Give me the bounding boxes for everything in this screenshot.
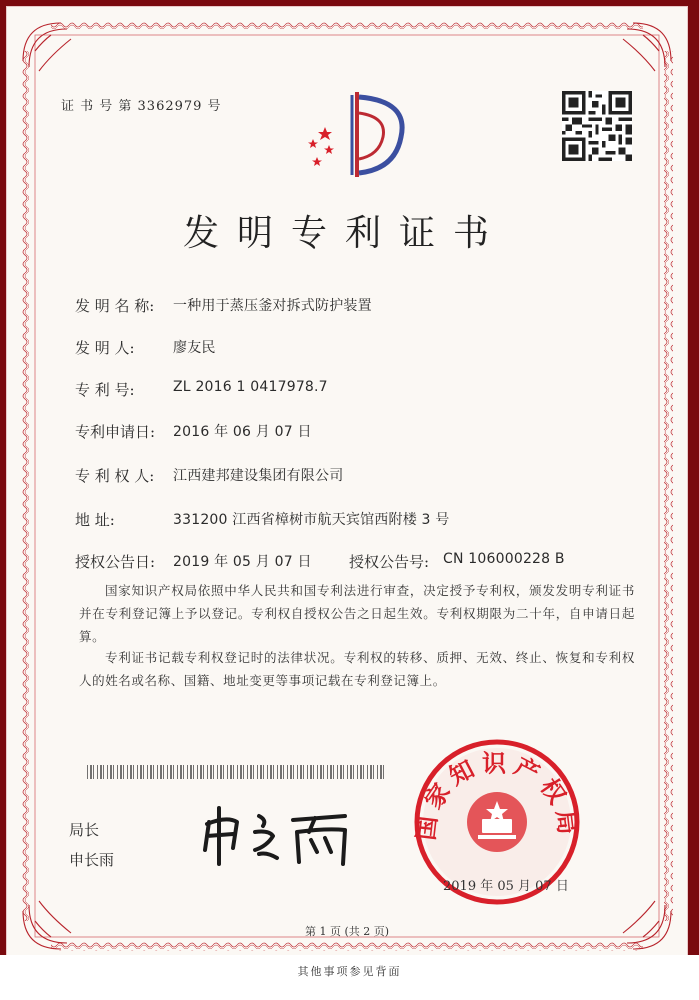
filing-date-value: 2016 年 06 月 07 日 <box>173 424 312 440</box>
signer-title: 局长 <box>69 821 100 839</box>
svg-text:国家知识产权局: 国家知识产权局 <box>412 749 582 842</box>
bottom-strip <box>0 955 699 1000</box>
invention-name-label: 发 明 名 称: <box>75 297 155 315</box>
inventor-value: 廖友民 <box>173 340 216 356</box>
certificate-title: 发明专利证书 <box>183 213 508 254</box>
patentee-label: 专 利 权 人: <box>75 467 155 485</box>
signer-name: 申长雨 <box>69 851 115 869</box>
certificate-page <box>6 6 688 966</box>
certificate-number: 证 书 号 第 3362979 号 <box>61 99 222 114</box>
barcode <box>87 765 387 779</box>
grant-number-label: 授权公告号: <box>349 553 430 571</box>
grant-number-value: CN 106000228 B <box>443 551 565 567</box>
inventor-label: 发 明 人: <box>75 339 135 357</box>
patent-number-value: ZL 2016 1 0417978.7 <box>173 379 328 395</box>
seal-date: 2019 年 05 月 07 日 <box>443 879 569 894</box>
grant-date-label: 授权公告日: <box>75 553 156 571</box>
page-indicator: 第 1 页 (共 2 页) <box>304 925 390 938</box>
cnipa-logo-icon <box>297 87 417 182</box>
bottom-note: 其他事项参见背面 <box>297 965 402 978</box>
signature <box>197 802 367 872</box>
invention-name-value: 一种用于蒸压釜对拆式防护装置 <box>173 298 372 314</box>
address-label: 地 址: <box>75 511 115 529</box>
legal-status-paragraph: 专利证书记载专利权登记时的法律状况。专利权的转移、质押、无效、终止、恢复和专利权人的姓名或名称、国籍、地址变更等事项记载在专利登记簿上。 <box>79 650 635 688</box>
patent-number-label: 专 利 号: <box>75 381 135 399</box>
address-value: 331200 江西省樟树市航天宾馆西附楼 3 号 <box>173 512 450 528</box>
grant-date-value: 2019 年 05 月 07 日 <box>173 554 312 570</box>
filing-date-label: 专利申请日: <box>75 423 156 441</box>
patentee-value: 江西建邦建设集团有限公司 <box>173 468 344 484</box>
qr-code-icon <box>562 91 632 161</box>
grant-statement-paragraph: 国家知识产权局依照中华人民共和国专利法进行审查，决定授予专利权，颁发发明专利证书并在专利登记簿上予以登记。专利权自授权公告之日起生效。专利权期限为二十年，自申请日起算。 <box>79 583 635 644</box>
